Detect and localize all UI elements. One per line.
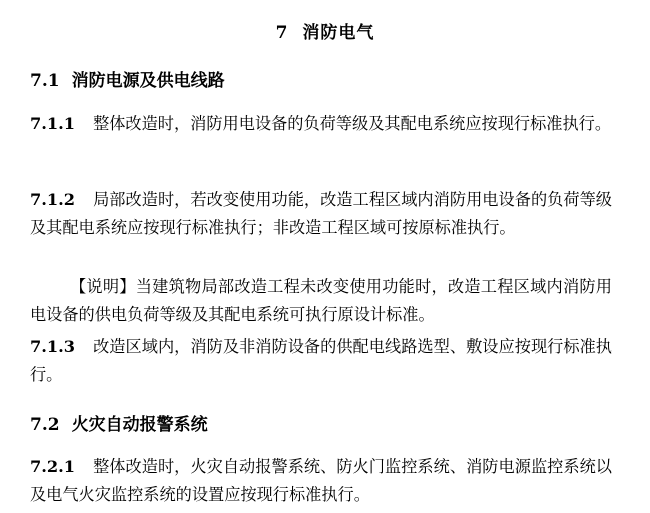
clause-text: 整体改造时，消防用电设备的负荷等级及其配电系统应按现行标准执行。 — [93, 114, 612, 133]
section-number: 7.2 — [30, 415, 60, 435]
clause-number: 7.1.1 — [30, 114, 76, 133]
chapter-title-text: 消防电气 — [302, 23, 375, 43]
chapter-title — [0, 18, 650, 43]
clause-number: 7.2.1 — [30, 457, 76, 476]
section-heading-7-2 — [30, 410, 208, 435]
clause-text: 局部改造时，若改变使用功能，改造工程区域内消防用电设备的负荷等级及其配电系统应按现行标准执行；非改造工程区域可按原标准执行。 — [30, 190, 612, 237]
clause-number: 7.1.3 — [30, 337, 76, 356]
section-title: 消防电源及供电线路 — [71, 71, 225, 91]
clause-text: 整体改造时，火灾自动报警系统、防火门监控系统、消防电源监控系统以及电气火灾监控系统的设置应按现行标准执行。 — [30, 457, 612, 504]
clause-7-2-1 — [30, 453, 612, 509]
note-text: 【说明】当建筑物局部改造工程未改变使用功能时，改造工程区域内消防用电设备的供电负荷等级及其配电系统可执行原设计标准。 — [30, 277, 612, 324]
clause-7-1-2 — [30, 186, 612, 242]
clause-number: 7.1.2 — [30, 190, 76, 209]
section-title: 火灾自动报警系统 — [71, 415, 208, 435]
section-heading-7-1 — [30, 66, 225, 91]
clause-7-1-2-note — [30, 273, 612, 329]
clause-7-1-3 — [30, 333, 612, 389]
chapter-number: 7 — [275, 23, 289, 43]
section-number: 7.1 — [30, 71, 60, 91]
clause-7-1-1 — [30, 110, 612, 138]
clause-text: 改造区域内，消防及非消防设备的供配电线路选型、敷设应按现行标准执行。 — [30, 337, 612, 384]
